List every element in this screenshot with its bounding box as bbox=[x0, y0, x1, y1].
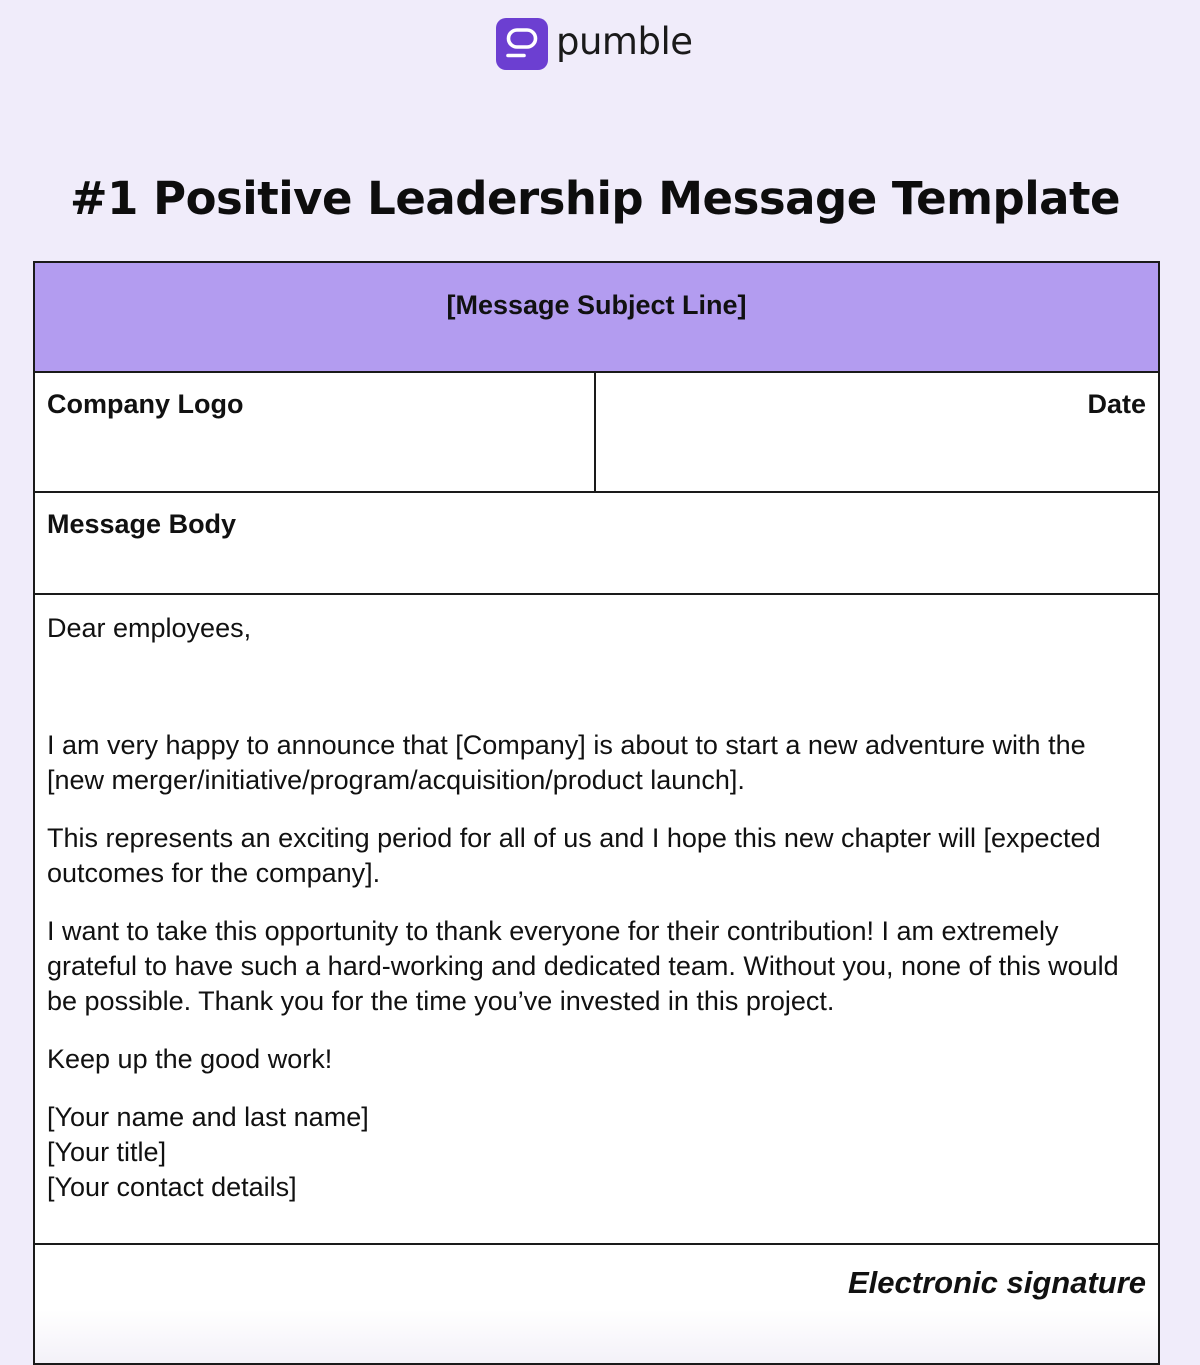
company-logo-cell: Company Logo bbox=[34, 372, 595, 492]
pumble-logo-icon bbox=[496, 18, 548, 70]
signature-name: [Your name and last name] bbox=[47, 1102, 369, 1132]
brand-logo bbox=[496, 18, 693, 70]
signature-title: [Your title] bbox=[47, 1137, 167, 1167]
message-body-label-row bbox=[34, 492, 1159, 594]
body-paragraph: I am very happy to announce that [Company] is about to start a new adventure with the [new merger/initiative/program/acquisition/product launch]. bbox=[47, 730, 1086, 795]
greeting-text: Dear employees, bbox=[47, 613, 252, 643]
body-paragraph: I want to take this opportunity to thank everyone for their contribution! I am extremely grateful to have such a hard-working and dedicated team. Without you, none of this would be possible. Thank you for the time you’ve invested in this project. bbox=[47, 916, 1119, 1016]
electronic-signature-row bbox=[34, 1244, 1159, 1364]
signature-contact: [Your contact details] bbox=[47, 1172, 297, 1202]
subject-row bbox=[34, 262, 1159, 372]
body-paragraph: Keep up the good work! bbox=[47, 1044, 333, 1074]
logo-date-row bbox=[34, 372, 1159, 492]
date-cell: Date bbox=[595, 372, 1159, 492]
message-template-table bbox=[33, 261, 1160, 1365]
signature-block bbox=[47, 1100, 1146, 1205]
message-body-label: Message Body bbox=[34, 492, 1159, 594]
brand-name: pumble bbox=[556, 19, 693, 63]
message-body-cell bbox=[34, 594, 1159, 1244]
electronic-signature-label: Electronic signature bbox=[34, 1244, 1159, 1364]
message-body-row bbox=[34, 594, 1159, 1244]
subject-line-cell: [Message Subject Line] bbox=[34, 262, 1159, 372]
page-title: #1 Positive Leadership Message Template bbox=[69, 172, 1121, 225]
body-paragraph: This represents an exciting period for all of us and I hope this new chapter will [expected outcomes for the company]. bbox=[47, 823, 1101, 888]
